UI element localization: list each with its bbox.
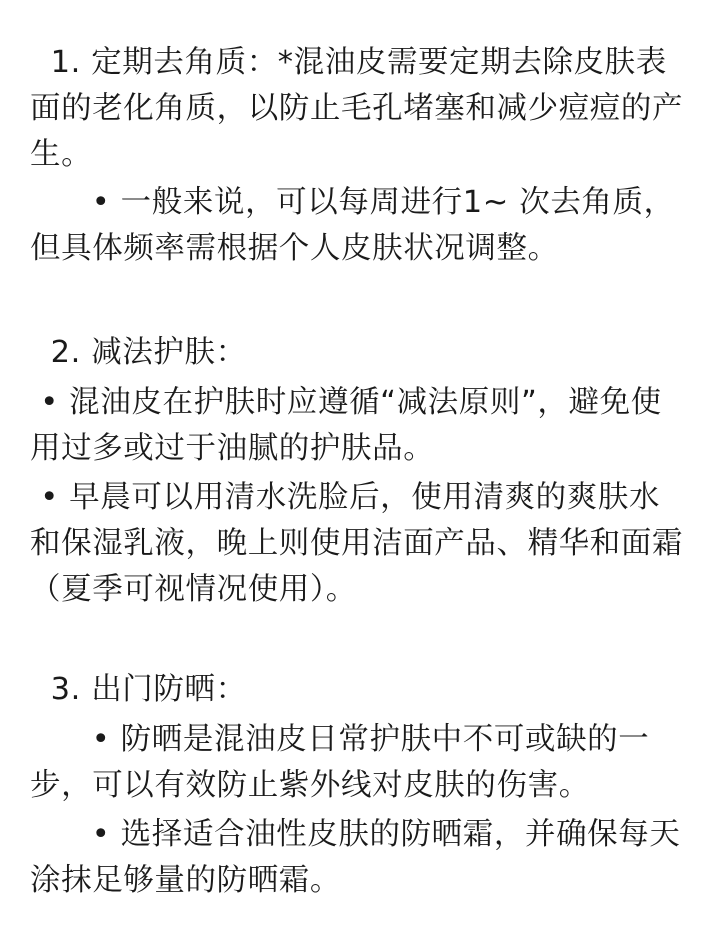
section-3-bullet-1: • 防晒是混油皮日常护肤中不可或缺的一步，可以有效防止紫外线对皮肤的伤害。 — [30, 722, 650, 803]
section-3-bullet-2: • 选择适合油性皮肤的防晒霜，并确保每天涂抹足够量的防晒霜。 — [30, 817, 681, 898]
section-2-bullet-2: • 早晨可以用清水洗脸后，使用清爽的爽肤水和保湿乳液，晚上则使用洁面产品、精华和面霜（夏季可视情况使用）。 — [30, 480, 684, 607]
section-2-bullet-1: • 混油皮在护肤时应遵循“减法原则”，避免使用过多或过于油腻的护肤品。 — [30, 385, 662, 466]
section-1-bullet-paragraph: • 一般来说，可以每周进行1~ 次去角质，但具体频率需根据个人皮肤状况调整。 — [30, 185, 675, 266]
section-3-heading: 3. 出门防晒： — [30, 672, 247, 707]
section-2-heading: 2. 减法护肤： — [30, 335, 247, 370]
section-1-heading-paragraph: 1. 定期去角质：*混油皮需要定期去除皮肤表面的老化角质，以防止毛孔堵塞和减少痘痘的产生。 — [30, 45, 684, 172]
